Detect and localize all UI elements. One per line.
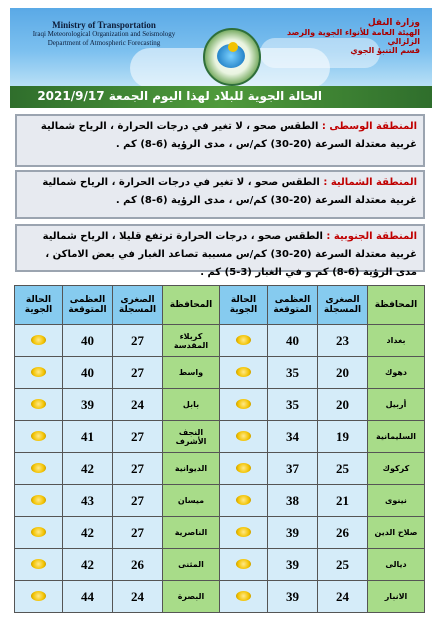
sun-icon [236, 463, 251, 473]
organization-name-ar: الهيئة العامة للأنواء الجوية والرصد الزلزالي [287, 28, 420, 46]
max-temp-cell: 40 [268, 325, 318, 357]
max-temp-cell: 40 [63, 325, 113, 357]
sun-icon [236, 431, 251, 441]
weather-state-cell [15, 389, 63, 421]
header-min: الصغرى المسجلة [318, 286, 368, 325]
min-temp-cell: 27 [113, 517, 163, 549]
table-row [15, 357, 425, 389]
table-row [15, 389, 425, 421]
sun-icon [31, 559, 46, 569]
sun-icon [31, 591, 46, 601]
header-max: العظمى المتوقعة [268, 286, 318, 325]
max-temp-cell: 44 [63, 581, 113, 613]
table-row [15, 485, 425, 517]
weather-state-cell [220, 453, 268, 485]
weather-state-cell [220, 549, 268, 581]
header-min: الصغرى المسجلة [113, 286, 163, 325]
governorate-cell: بغداد [368, 325, 425, 357]
department-name-ar: قسم التنبؤ الجوي [350, 46, 420, 55]
weather-state-cell [15, 517, 63, 549]
governorate-cell: البصرة [163, 581, 220, 613]
region-name: المنطقة الجنوبية : [326, 231, 417, 242]
sun-icon [31, 527, 46, 537]
min-temp-cell: 27 [113, 485, 163, 517]
weather-state-cell [15, 485, 63, 517]
temperature-table [14, 285, 425, 613]
max-temp-cell: 42 [63, 453, 113, 485]
governorate-cell: الناصرية [163, 517, 220, 549]
governorate-cell: واسط [163, 357, 220, 389]
governorate-cell: السليمانية [368, 421, 425, 453]
weather-state-cell [220, 517, 268, 549]
header-banner [10, 8, 432, 86]
governorate-cell: دهوك [368, 357, 425, 389]
governorate-cell: ديالى [368, 549, 425, 581]
min-temp-cell: 20 [318, 389, 368, 421]
min-temp-cell: 27 [113, 453, 163, 485]
governorate-cell: أربيل [368, 389, 425, 421]
logo-sun [228, 42, 238, 52]
min-temp-cell: 19 [318, 421, 368, 453]
region-text: الطقس صحو ، لا تغير في درجات الحرارة ، الرياح شمالية غربية معتدلة السرعة (20-30) كم/س ، مدى الرؤية (6-8) كم . [40, 121, 417, 150]
region-text: الطقس صحو ، لا تغير في درجات الحرارة ، الرياح شمالية غربية معتدلة السرعة (20-30) كم/س ، مدى الرؤية (6-8) كم . [42, 177, 417, 206]
sun-icon [31, 495, 46, 505]
table-row [15, 549, 425, 581]
weather-state-cell [220, 581, 268, 613]
weather-state-cell [15, 581, 63, 613]
sun-icon [236, 399, 251, 409]
header-weather-state: الحالة الجوية [220, 286, 268, 325]
region-box-north [15, 170, 425, 219]
max-temp-cell: 39 [63, 389, 113, 421]
region-text: الطقس صحو ، درجات الحرارة ترتفع قليلا ، الرياح شمالية غربية معتدلة السرعة (20-30) كم/س مسببة تصاعد الغبار في بعض الاماكن ، مدى الرؤية (6-8) كم و في الغبار (3-5) كم . [42, 231, 417, 278]
max-temp-cell: 42 [63, 549, 113, 581]
page-title: الحالة الجوية للبلاد لهذا اليوم الجمعة 2021/9/17 [37, 89, 322, 103]
min-temp-cell: 26 [113, 549, 163, 581]
weather-state-cell [15, 421, 63, 453]
sun-icon [31, 431, 46, 441]
region-box-south [15, 224, 425, 278]
table-row [15, 453, 425, 485]
header-governorate: المحافظة [163, 286, 220, 325]
header-english [24, 20, 184, 47]
weather-state-cell [15, 453, 63, 485]
max-temp-cell: 38 [268, 485, 318, 517]
sun-icon [31, 463, 46, 473]
sun-icon [236, 559, 251, 569]
weather-state-cell [15, 325, 63, 357]
title-bar [10, 86, 432, 108]
min-temp-cell: 20 [318, 357, 368, 389]
max-temp-cell: 41 [63, 421, 113, 453]
sun-icon [236, 591, 251, 601]
header-weather-state: الحالة الجوية [15, 286, 63, 325]
sun-icon [236, 495, 251, 505]
max-temp-cell: 37 [268, 453, 318, 485]
governorate-cell: بابل [163, 389, 220, 421]
table-row [15, 421, 425, 453]
min-temp-cell: 27 [113, 421, 163, 453]
header-arabic [270, 18, 420, 55]
region-name: المنطقة الشمالية : [323, 177, 417, 188]
governorate-cell: النجف الأشرف [163, 421, 220, 453]
table-row [15, 325, 425, 357]
governorate-cell: نينوى [368, 485, 425, 517]
weather-state-cell [220, 357, 268, 389]
min-temp-cell: 25 [318, 549, 368, 581]
max-temp-cell: 40 [63, 357, 113, 389]
sun-icon [31, 399, 46, 409]
governorate-cell: كركوك [368, 453, 425, 485]
max-temp-cell: 34 [268, 421, 318, 453]
region-name: المنطقة الوسطى : [321, 121, 417, 132]
sun-icon [236, 335, 251, 345]
max-temp-cell: 35 [268, 357, 318, 389]
governorate-cell: المثنى [163, 549, 220, 581]
min-temp-cell: 27 [113, 325, 163, 357]
ministry-name-ar: وزارة النقل [367, 18, 420, 28]
sun-icon [236, 367, 251, 377]
min-temp-cell: 26 [318, 517, 368, 549]
sun-icon [31, 335, 46, 345]
header-max: العظمى المتوقعة [63, 286, 113, 325]
min-temp-cell: 27 [113, 357, 163, 389]
max-temp-cell: 35 [268, 389, 318, 421]
weather-state-cell [220, 485, 268, 517]
sun-icon [31, 367, 46, 377]
min-temp-cell: 23 [318, 325, 368, 357]
department-name-en: Department of Atmospheric Forecasting [47, 39, 161, 47]
weather-state-cell [220, 389, 268, 421]
min-temp-cell: 24 [113, 389, 163, 421]
max-temp-cell: 39 [268, 549, 318, 581]
weather-state-cell [15, 549, 63, 581]
governorate-cell: صلاح الدين [368, 517, 425, 549]
sun-icon [236, 527, 251, 537]
min-temp-cell: 24 [318, 581, 368, 613]
min-temp-cell: 24 [113, 581, 163, 613]
weather-state-cell [220, 421, 268, 453]
organization-logo [203, 28, 261, 86]
max-temp-cell: 39 [268, 517, 318, 549]
governorate-cell: الانبار [368, 581, 425, 613]
table-row [15, 581, 425, 613]
organization-name-en: Iraqi Meteorological Organization and Seismology [32, 30, 176, 38]
weather-state-cell [220, 325, 268, 357]
max-temp-cell: 43 [63, 485, 113, 517]
ministry-name-en: Ministry of Transportation [52, 20, 156, 30]
region-box-central [15, 114, 425, 167]
governorate-cell: ميسان [163, 485, 220, 517]
max-temp-cell: 39 [268, 581, 318, 613]
min-temp-cell: 21 [318, 485, 368, 517]
max-temp-cell: 42 [63, 517, 113, 549]
table-header-row [15, 286, 425, 325]
governorate-cell: الديوانية [163, 453, 220, 485]
header-governorate: المحافظة [368, 286, 425, 325]
governorate-cell: كربلاء المقدسة [163, 325, 220, 357]
weather-state-cell [15, 357, 63, 389]
min-temp-cell: 25 [318, 453, 368, 485]
table-row [15, 517, 425, 549]
